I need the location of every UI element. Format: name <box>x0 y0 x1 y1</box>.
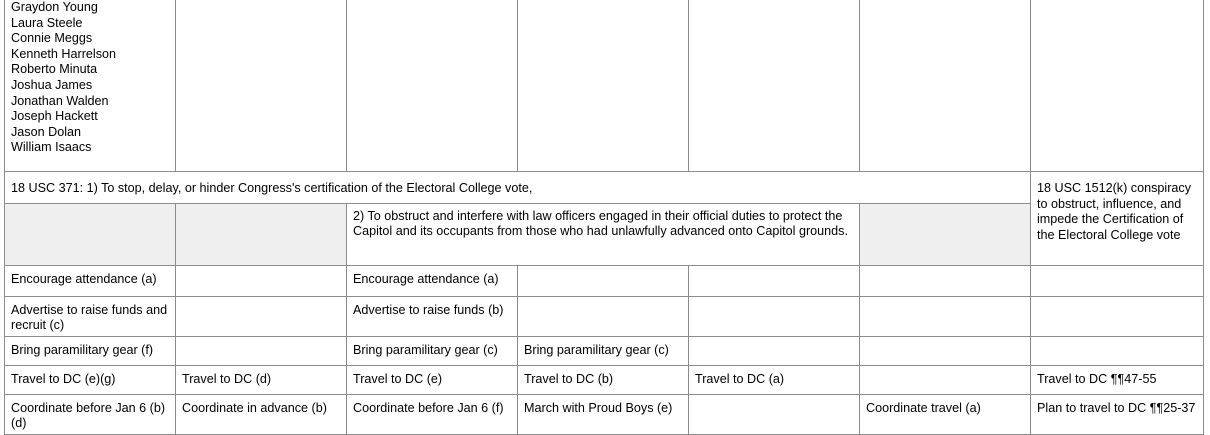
defendant-name: Connie Meggs <box>11 31 93 46</box>
empty-cell <box>176 0 347 172</box>
empty-cell <box>689 296 860 336</box>
gray-cell <box>176 203 347 265</box>
overt-act-row <box>5 365 1204 394</box>
overt-act-cell: Bring paramilitary gear (f) <box>5 336 176 365</box>
empty-cell <box>689 336 860 365</box>
defendants-row <box>5 0 1204 172</box>
charge-371-objective-2-row <box>5 203 1204 265</box>
overt-act-cell: Travel to DC (a) <box>689 365 860 394</box>
empty-cell <box>1031 265 1204 296</box>
defendant-names-list <box>11 0 170 156</box>
empty-cell <box>518 265 689 296</box>
charge-1512k: 18 USC 1512(k) conspiracy to obstruct, influence, and impede the Certification of the Electoral College vote <box>1031 172 1204 266</box>
empty-cell <box>518 296 689 336</box>
empty-cell <box>176 265 347 296</box>
empty-cell <box>689 394 860 434</box>
overt-act-cell: Travel to DC (b) <box>518 365 689 394</box>
empty-cell <box>518 0 689 172</box>
overt-act-cell: Coordinate before Jan 6 (f) <box>347 394 518 434</box>
overt-act-row <box>5 296 1204 336</box>
overt-act-cell: Travel to DC (d) <box>176 365 347 394</box>
empty-cell <box>860 265 1031 296</box>
overt-act-row <box>5 394 1204 434</box>
empty-cell <box>689 0 860 172</box>
overt-act-cell: Encourage attendance (a) <box>5 265 176 296</box>
defendant-name: Laura Steele <box>11 15 83 30</box>
empty-cell <box>347 0 518 172</box>
charge-371-objective-2: 2) To obstruct and interfere with law officers engaged in their official duties to protect the Capitol and its occupants from those who had unlawfully advanced onto Capitol grounds. <box>347 203 860 265</box>
empty-cell <box>1031 0 1204 172</box>
defendant-name: Joseph Hackett <box>11 109 98 124</box>
empty-cell <box>860 296 1031 336</box>
charge-371-row <box>5 172 1204 204</box>
empty-cell <box>176 296 347 336</box>
overt-act-cell: Advertise to raise funds (b) <box>347 296 518 336</box>
overt-act-cell: Bring paramilitary gear (c) <box>347 336 518 365</box>
overt-act-cell: March with Proud Boys (e) <box>518 394 689 434</box>
overt-act-cell: Coordinate in advance (b) <box>176 394 347 434</box>
empty-cell <box>860 336 1031 365</box>
defendant-name: Joshua James <box>11 77 93 92</box>
defendant-name: William Isaacs <box>11 140 92 155</box>
overt-act-row <box>5 336 1204 365</box>
overt-act-cell: Travel to DC (e)(g) <box>5 365 176 394</box>
empty-cell <box>689 265 860 296</box>
charge-371-objective-1: 18 USC 371: 1) To stop, delay, or hinder Congress's certification of the Electoral College vote, <box>5 172 1031 204</box>
gray-cell <box>860 203 1031 265</box>
defendant-name: Jonathan Walden <box>11 93 109 108</box>
empty-cell <box>860 365 1031 394</box>
overt-act-cell: Plan to travel to DC ¶¶25-37 <box>1031 394 1204 434</box>
empty-cell <box>1031 336 1204 365</box>
empty-cell <box>1031 296 1204 336</box>
overt-act-cell: Encourage attendance (a) <box>347 265 518 296</box>
defendant-name: Roberto Minuta <box>11 62 98 77</box>
gray-cell <box>5 203 176 265</box>
empty-cell <box>176 336 347 365</box>
overt-act-cell: Coordinate before Jan 6 (b) (d) <box>5 394 176 434</box>
empty-cell <box>860 0 1031 172</box>
overt-act-cell: Coordinate travel (a) <box>860 394 1031 434</box>
overt-act-cell: Bring paramilitary gear (c) <box>518 336 689 365</box>
defendant-names-cell <box>5 0 176 172</box>
defendant-name: Jason Dolan <box>11 124 82 139</box>
defendant-name: Graydon Young <box>11 0 98 14</box>
overt-act-cell: Advertise to raise funds and recruit (c) <box>5 296 176 336</box>
overt-act-cell: Travel to DC ¶¶47-55 <box>1031 365 1204 394</box>
defendant-name: Kenneth Harrelson <box>11 46 117 61</box>
overt-acts-table <box>4 0 1204 435</box>
overt-act-row <box>5 265 1204 296</box>
overt-act-cell: Travel to DC (e) <box>347 365 518 394</box>
